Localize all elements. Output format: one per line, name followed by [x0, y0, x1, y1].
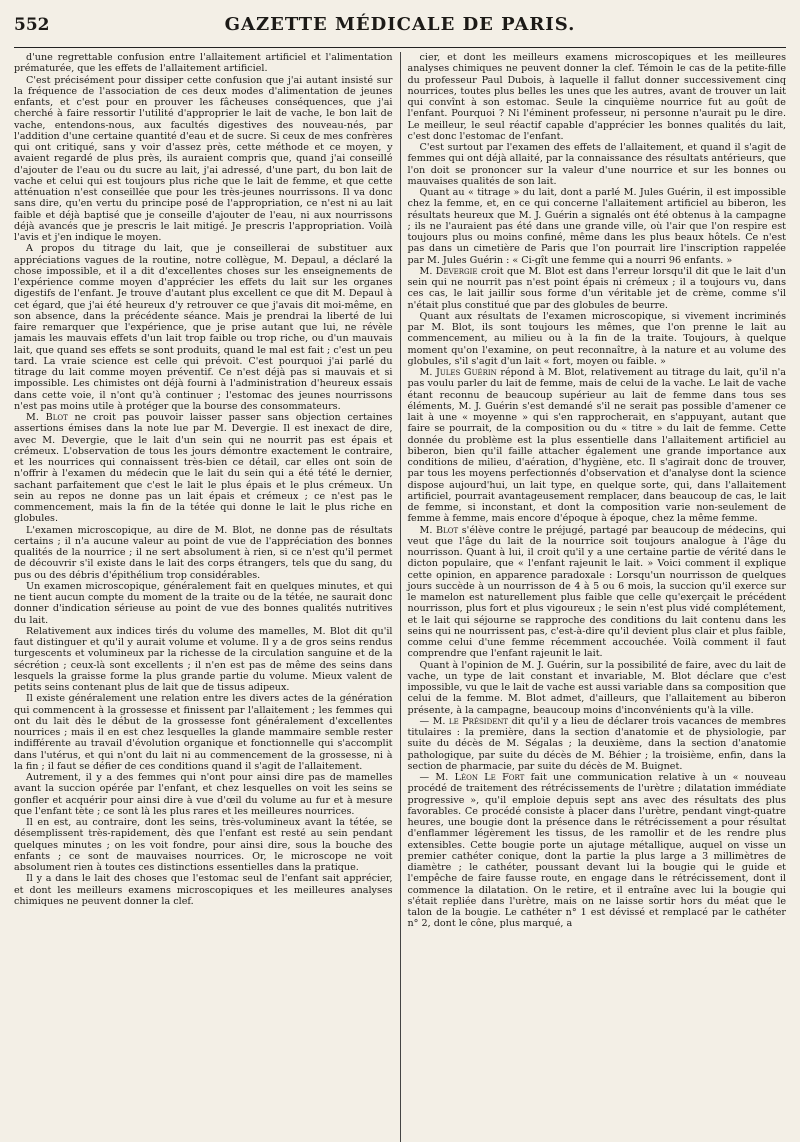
journal-title: GAZETTE MÉDICALE DE PARIS.	[224, 14, 576, 35]
paragraph	[408, 367, 787, 525]
paragraph	[14, 626, 393, 694]
paragraph	[408, 142, 787, 187]
paragraph	[14, 412, 393, 525]
paragraph-text: cier, et dont les meilleurs examens microscopiques et les meilleures analyses chimiques ne peuvent donner la clef. Témoin le cas de la petite-fille du professeur Paul Dubois, à laquelle il fallut donner successivement cinq nourrices, toutes plus belles les unes que les autres, avant de trouver un lait qui convînt à son estomac. Seule la cinquième nourrice fut au goût de l'enfant. Pourquoi ? Ni l'éminent professeur, ni personne n'aurait pu le dire. Le meilleur, le seul réactif capable d'apprécier les bonnes qualités du lait, c'est donc l'estomac de l'enfant.	[407, 52, 786, 142]
paragraph-text: Un examen microscopique, généralement fait en quelques minutes, et qui ne tient aucun compte du moment de la traite ou de la tétée, ne saurait donc donner d'indication sérieuse au point de vue des bonnes qualités nutritives du lait.	[14, 580, 393, 626]
paragraph	[14, 581, 393, 626]
paragraph-text: Relativement aux indices tirés du volume des mamelles, M. Blot dit qu'il faut distinguer et qu'il y aurait volume et volume. Il y a de gros seins rendus turgescents et volumineux par la richesse de la circulation sanguine et de la sécrétion ; ceux-là sont excellents ; il n'en est pas de même des seins dans lesquels la graisse forme la plus grande partie du volume. Mieux valent de petits seins contenant plus de lait que de tissus adipeux.	[14, 625, 393, 693]
paragraph	[408, 716, 787, 772]
paragraph	[14, 75, 393, 244]
paragraph	[14, 873, 393, 907]
paragraph-text: Il existe généralement une relation entre les divers actes de la génération qui commencent à la grossesse et finissent par l'allaitement ; les femmes qui ont du lait dès le début de la grossesse font généralement d'excellentes nourrices ; mais il en est chez lesquelles la glande mammaire semble rester indifférente au travail d'évolution organique et fonctionnelle qui s'accomplit dans l'utérus, et qui n'ont du lait ni au commencement de la grossesse, ni à la fin ; il faut se défier de ces conditions quand il s'agit de l'allaitement.	[14, 693, 393, 772]
paragraph	[408, 52, 787, 142]
paragraph-text: Autrement, il y a des femmes qui n'ont pour ainsi dire pas de mamelles avant la succion opérée par l'enfant, et chez lesquelles on voit les seins se gonfler et acquérir pour ainsi dire à vue d'œil du volume au fur et à mesure que l'enfant tète ; ce sont là les plus rares et les meilleures nourrices.	[14, 772, 393, 817]
paragraph	[408, 660, 787, 716]
paragraph-text: Il en est, au contraire, dont les seins, très-volumineux avant la tétée, se désemplissent très-rapidement, dès que l'enfant est resté au sein pendant quelques minutes ; on les voit fondre, pour ainsi dire, sous la bouche des enfants ; ce sont de mauvaises nourrices. Or, le microscope ne voit absolument rien à toutes ces distinctions essentielles dans la pratique.	[14, 817, 393, 873]
paragraph-text: d'une regrettable confusion entre l'allaitement artificiel et l'alimentation prématurée, que les effets de l'allaitement artificiel.	[14, 52, 393, 75]
speaker-name: — M. le Président	[419, 715, 509, 727]
paragraph-text: dit qu'il y a lieu de déclarer trois vacances de membres titulaires : la première, dans la section d'anatomie et de physiologie, par suite du décès de M. Ségalas ; la deuxième, dans la section d'anatomie pathologique, par suite du décès de M. Béhier ; la troisième, enfin, dans la section de pharmacie, par suite du décès de M. Buignet.	[407, 715, 786, 772]
right-column	[400, 52, 787, 1142]
paragraph	[14, 525, 393, 581]
paragraph-text: L'examen microscopique, au dire de M. Blot, ne donne pas de résultats certains ; il n'a aucune valeur au point de vue de l'appréciation des bonnes qualités de la nourrice ; il ne sert absolument à rien, si ce n'est qu'il permet de découvrir s'il existe dans le lait des corps étrangers, tels que du sang, du pus ou des débris d'épithélium trop considérables.	[14, 524, 393, 581]
paragraph-text: s'élève contre le préjugé, partagé par beaucoup de médecins, qui veut que l'âge du lait de la nourrice soit toujours analogue à l'âge du nourrisson. Quant à lui, il croit qu'il y a une certaine partie de vérité dans le dicton populaire, que « l'enfant rajeunit le lait. » Voici comment il explique cette opinion, en apparence paradoxale : Lorsqu'un nourrisson de quelques jours succède à un nourrisson de 4 à 5 ou 6 mois, la succion qu'il exerce sur le mamelon est naturellement plus faible que celle qu'exerçait le précédent nourrisson, plus fort et plus vigoureux ; le sein n'est plus vidé complétement, et le lait qui séjourne se rapproche des conditions du lait contenu dans les seins qui ne nourrissent pas, c'est-à-dire qu'il devient plus clair et plus faible, comme celui d'une femme récemment accouchée. Voilà comment il faut comprendre que l'enfant rajeunit le lait.	[407, 524, 786, 660]
speaker-name: M. Jules Guérin	[419, 367, 497, 378]
paragraph-text: répond à M. Blot, relativement au titrage du lait, qu'il n'a pas voulu parler du lait de femme, mais de celui de la vache. Le lait de vache étant reconnu de beaucoup supérieur au lait de femme dans tous ses éléments, M. J. Guérin s'est demandé s'il ne serait pas possible d'amener ce lait à une « moyenne » qui s'en rapprocherait, en s'appuyant, autant que faire se pourrait, de la composition ou du « titre » du lait de femme. Cette donnée du problème est la plus essentielle dans l'allaitement artificiel au biberon, bien qu'il faille attacher également une grande importance aux conditions de milieu, d'aération, d'hygiène, etc. Il s'agirait donc de trouver, par tous les moyens perfectionnés d'observation et d'analyse dont la science dispose aujourd'hui, un lait type, en quelque sorte, qui, dans l'allaitement artificiel, pourrait avantageusement remplacer, dans beaucoup de cas, le lait de femme, si inconstant, et dont la composition varie non-seulement de femme à femme, mais encore d'époque à époque, chez la même femme.	[407, 367, 786, 525]
paragraph	[14, 243, 393, 412]
paragraph	[14, 772, 393, 817]
paragraph-text: C'est surtout par l'examen des effets de l'allaitement, et quand il s'agit de femmes qui ont déjà allaité, par la connaissance des résultats antérieurs, que l'on doit se prononcer sur la valeur d'une nourrice et sur les bonnes ou mauvaises qualités de son lait.	[407, 142, 786, 187]
speaker-name: — M. Léon Le Fort	[419, 772, 525, 783]
paragraph	[14, 693, 393, 772]
paragraph-text: Il y a dans le lait des choses que l'estomac seul de l'enfant sait apprécier, et dont les meilleurs examens microscopiques et les meilleures analyses chimiques ne peuvent donner la clef.	[14, 873, 393, 907]
paragraph-text: Quant aux résultats de l'examen microscopique, si vivement incriminés par M. Blot, ils sont toujours les mêmes, que l'on prenne le lait au commencement, au milieu ou à la fin de la traite. Toujours, à quelque moment qu'on l'examine, on peut reconnaître, à la nature et au volume des globules, s'il s'agit d'un lait « fort, moyen ou faible. »	[407, 310, 786, 367]
speaker-name: M. Devergie	[419, 265, 478, 277]
paragraph-text: Quant au « titrage » du lait, dont a parlé M. Jules Guérin, il est impossible chez la femme, et, en ce qui concerne l'allaitement artificiel au biberon, les résultats heureux que M. J. Guérin a signalés ont été obtenus à la campagne ; ils ne l'auraient pas été dans une grande ville, où l'air que l'on respire est toujours plus ou moins confiné, même dans les plus beaux hôtels. Ce n'est pas dans un cimetière de Paris que l'on pourrait lire l'inscription rappelée par M. Jules Guérin : « Ci-gît une femme qui a nourri 96 enfants. »	[407, 187, 786, 266]
paragraph-text: ne croit pas pouvoir laisser passer sans objection certaines assertions émises dans la note lue par M. Devergie. Il est inexact de dire, avec M. Devergie, que le lait d'un sein qui ne nourrit pas est épais et crémeux. L'observation de tous les jours démontre exactement le contraire, et les nourrices qui connaissent très-bien ce détail, car elles ont soin de n'offrir à l'examen du médecin que le lait du sein qui a été tété le dernier, sachant parfaitement que c'est le lait le plus épais et le plus crémeux. Un sein au repos ne donne pas un lait épais et crémeux ; ce n'est pas le commencement, mais la fin de la tétée qui donne le lait le plus riche en globules.	[14, 412, 393, 525]
speaker-name: M. Blot	[26, 412, 68, 423]
paragraph	[14, 52, 393, 75]
left-column	[14, 52, 400, 1142]
article-columns	[14, 52, 786, 1142]
paragraph	[408, 311, 787, 367]
page-number: 552	[14, 15, 50, 35]
paragraph	[14, 817, 393, 873]
paragraph-text: fait une communication relative à un « nouveau procédé de traitement des rétrécissements de l'urètre ; dilatation immédiate progressive », qu'il emploie depuis sept ans avec des résultats des plus favorables. Ce procédé consiste à placer dans l'urètre, pendant vingt-quatre heures, une bougie dont la présence dans le rétrécissement a pour résultat d'enflammer légèrement les tissus, de les ramollir et de les rendre plus extensibles. Cette bougie porte un ajutage métallique, auquel on visse un premier cathéter conique, dont la partie la plus large a 3 millimètres de diamètre ; le cathéter, poussant devant lui la bougie qui le guide et l'empêche de faire fausse route, en engage dans le rétrécissement, dont il commence la dilatation. On le retire, et il entraîne avec lui la bougie qui s'était repliée dans l'urètre, mais on ne laisse sortir hors du méat que le talon de la bougie. Le cathéter n° 1 est dévissé et remplacé par le cathéter n° 2, dont le cône, plus marqué, a	[407, 772, 786, 930]
paragraph	[408, 266, 787, 311]
paragraph-text: Quant à l'opinion de M. J. Guérin, sur la possibilité de faire, avec du lait de vache, un type de lait constant et invariable, M. Blot déclare que c'est impossible, vu que le lait de vache est aussi variable dans sa composition que celui de la femme. M. Blot admet, d'ailleurs, que l'allaitement au biberon présente, à la campagne, beaucoup moins d'inconvénients qu'à la ville.	[407, 659, 786, 716]
paragraph-text: A propos du titrage du lait, que je conseillerai de substituer aux appréciations vagues de la routine, notre collègue, M. Depaul, a déclaré la chose impossible, et il a dit d'excellentes choses sur les enseignements de l'expérience comme moyen d'apprécier les effets du lait sur les organes digestifs de l'enfant. Je trouve d'autant plus excellent ce que dit M. Depaul à cet égard, que j'ai été heureux d'y retrouver ce que j'avais dit moi-même, en son absence, dans la précédente séance. Mais je prendrai la liberté de lui faire remarquer que l'expérience, que je prise autant que lui, ne révèle jamais les mauvais effets d'un lait trop faible ou trop riche, ou d'un mauvais lait, que quand ses effets se sont produits, quand le mal est fait ; c'est un peu tard. La vraie science est celle qui prévoit. C'est pourquoi j'ai parlé du titrage du lait comme moyen préventif. Ce n'est déjà pas si mauvais et si impossible. Les chimistes ont déjà fourni à l'administration d'heureux essais dans cette voie, il n'ont qu'à continuer ; l'estomac des jeunes nourrissons n'est pas moins utile à protéger que la bourse des consommateurs.	[14, 243, 393, 412]
paragraph	[408, 525, 787, 660]
speaker-name: M. Blot	[419, 524, 459, 536]
paragraph	[408, 772, 787, 930]
paragraph	[408, 187, 787, 266]
page-header	[14, 14, 786, 48]
paragraph-text: croit que M. Blot est dans l'erreur lorsqu'il dit que le lait d'un sein qui ne nourrit pas n'est point épais ni crémeux ; il a toujours vu, dans ces cas, le lait jaillir sous forme d'un véritable jet de crème, comme s'il n'était plus constitué que par des globules de beurre.	[407, 265, 786, 311]
paragraph-text: C'est précisément pour dissiper cette confusion que j'ai autant insisté sur la fréquence de l'association de ces deux modes d'alimentation de jeunes enfants, et c'est pour en prouver les fâcheuses conséquences, que j'ai cherché à faire ressortir l'utilité d'approprier le lait de vache, le bon lait de vache, entendons-nous, aux facultés digestives des nouveau-nés, par l'addition d'une certaine quantité d'eau et de sucre. Si ceux de mes confrères qui ont critiqué, sans y voir d'assez près, cette méthode et ce moyen, y avaient regardé de plus près, ils auraient compris que, quand j'ai conseillé d'ajouter de l'eau ou du sucre au lait, j'ai adressé, d'une part, du bon lait de vache et celui qui est toujours plus riche que le lait de femme, et que cette atténuation n'est conseillée que pour les très-jeunes nourrissons. Il va donc sans dire, qu'en vertu du principe posé de l'appropriation, ce n'est ni au lait faible et déjà baptisé que je conseille d'ajouter de l'eau, ni aux nourrissons déjà avancés que je prescris le lait mitigé. Je prescris l'appropriation. Voilà l'avis et j'en indique le moyen.	[14, 74, 393, 243]
